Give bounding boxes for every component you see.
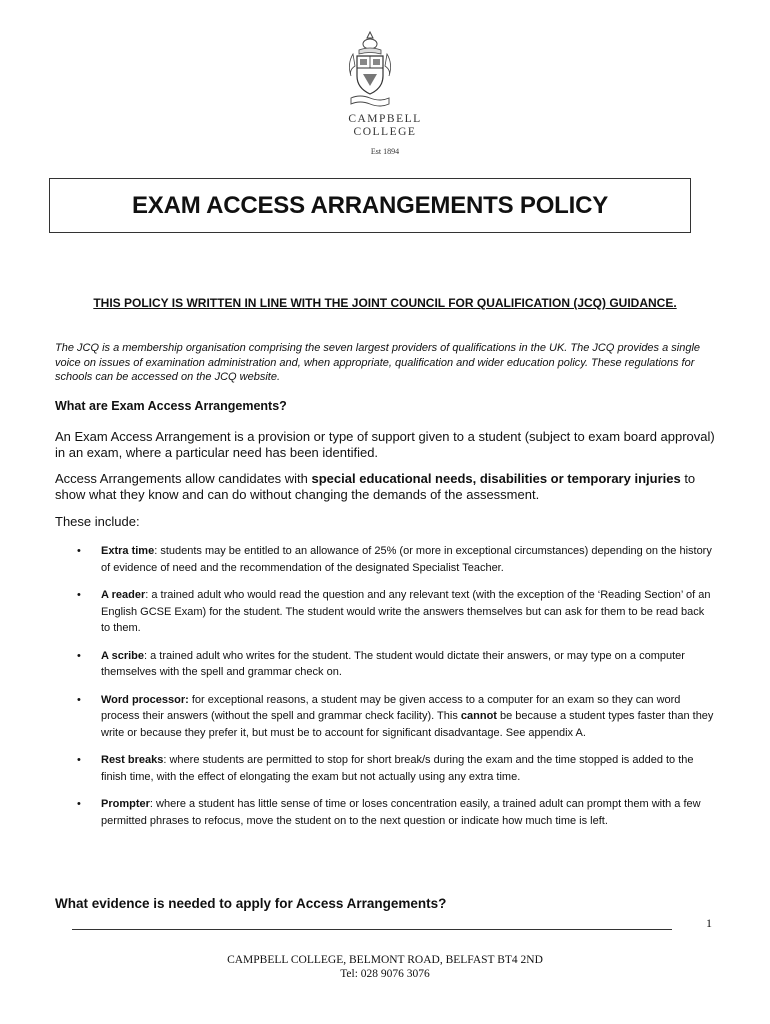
list-item-term: Extra time <box>101 545 155 557</box>
college-name-line2: COLLEGE <box>353 126 417 138</box>
list-item-word-processor <box>55 692 715 742</box>
policy-title-box <box>49 178 691 233</box>
bullet-icon: • <box>77 545 81 557</box>
definition-paragraph: An Exam Access Arrangement is a provision or type of support given to a student (subject to exam board approval) in an exam, where a particular need has been identified. <box>55 429 715 460</box>
list-item-text: : students may be entitled to an allowance of 25% (or more in exceptional circumstances) depending on the history of evidence of need and the recommendation of the designated Specialist Teacher. <box>101 545 712 574</box>
list-item-term: Rest breaks <box>101 754 164 766</box>
purpose-text-bold: special educational needs, disabilities or temporary injuries <box>311 471 681 486</box>
these-include-label: These include: <box>55 514 140 529</box>
bullet-icon: • <box>77 798 81 810</box>
list-item-rest-breaks <box>55 752 715 785</box>
list-item-text: : where students are permitted to stop for short break/s during the exam and the time stopped is added to the finish time, with the effect of elongating the exam but not actually using any extra time. <box>101 754 694 783</box>
section-heading-evidence: What evidence is needed to apply for Access Arrangements? <box>55 896 447 911</box>
list-item-term: A reader <box>101 589 146 601</box>
list-item-term: Prompter <box>101 798 150 810</box>
list-item-text-end: be because a student types faster than they write or because they prefer it, but must be to account for significant disadvantage. See appendix A. <box>101 710 714 739</box>
list-item-emphasis: cannot <box>460 710 497 722</box>
purpose-paragraph <box>55 471 725 503</box>
list-item-text: for exceptional reasons, a student may be given access to a computer for an exam so they can word process their answers (without the spell and grammar check facility). This <box>101 693 681 722</box>
arrangements-list <box>55 543 715 829</box>
list-item-extra-time <box>55 543 715 576</box>
list-item-term: A scribe <box>101 649 145 662</box>
list-item-term: Word processor: <box>101 693 189 706</box>
bullet-icon: • <box>77 693 81 706</box>
purpose-text-end: to show what they know and can do without changing the demands of the assessment. <box>55 471 696 502</box>
list-item-text: : where a student has little sense of time or loses concentration easily, a trained adult can prompt them with a few permitted phrases to refocus, move the student on to the next question or indicate how much time is left. <box>101 798 701 827</box>
policy-title: EXAM ACCESS ARRANGEMENTS POLICY <box>131 191 609 219</box>
section-heading-what-are-arrangements: What are Exam Access Arrangements? <box>55 399 287 413</box>
list-item-text: : a trained adult who writes for the student. The student would dictate their answers, or may type on a computer themselves with the spell and grammar check on. <box>101 649 685 678</box>
list-item-prompter <box>55 796 715 829</box>
college-name-line1: CAMPBELL <box>348 113 422 125</box>
footer-telephone: Tel: 028 9076 3076 <box>340 968 430 980</box>
list-item-text: : a trained adult who would read the question and any relevant text (with the exception of the ‘Reading Section’ of an English GCSE Exam) for the student. The student would write the answers themselves but can ask for them to be read back to them. <box>101 589 711 634</box>
purpose-text-start: Access Arrangements allow candidates with <box>55 471 312 486</box>
bullet-icon: • <box>77 589 81 601</box>
bullet-icon: • <box>77 649 81 662</box>
college-crest-logo <box>345 30 395 110</box>
jcq-intro-paragraph: The JCQ is a membership organisation comprising the seven largest providers of qualifications in the UK. The JCQ provides a single voice on issues of examination administration and, when appropriate, qualification and wider education policy. These regulations for schools can be accessed on the JCQ website. <box>55 342 701 383</box>
established-year: Est 1894 <box>370 147 400 156</box>
bullet-icon: • <box>77 754 81 766</box>
page-number: 1 <box>706 916 712 930</box>
footer-address: CAMPBELL COLLEGE, BELMONT ROAD, BELFAST BT4 2ND <box>227 954 543 966</box>
list-item-scribe <box>55 648 715 681</box>
footer-divider <box>72 929 672 930</box>
list-item-reader <box>55 587 715 637</box>
jcq-guidance-heading: THIS POLICY IS WRITTEN IN LINE WITH THE JOINT COUNCIL FOR QUALIFICATION (JCQ) GUIDANCE. <box>93 296 677 310</box>
